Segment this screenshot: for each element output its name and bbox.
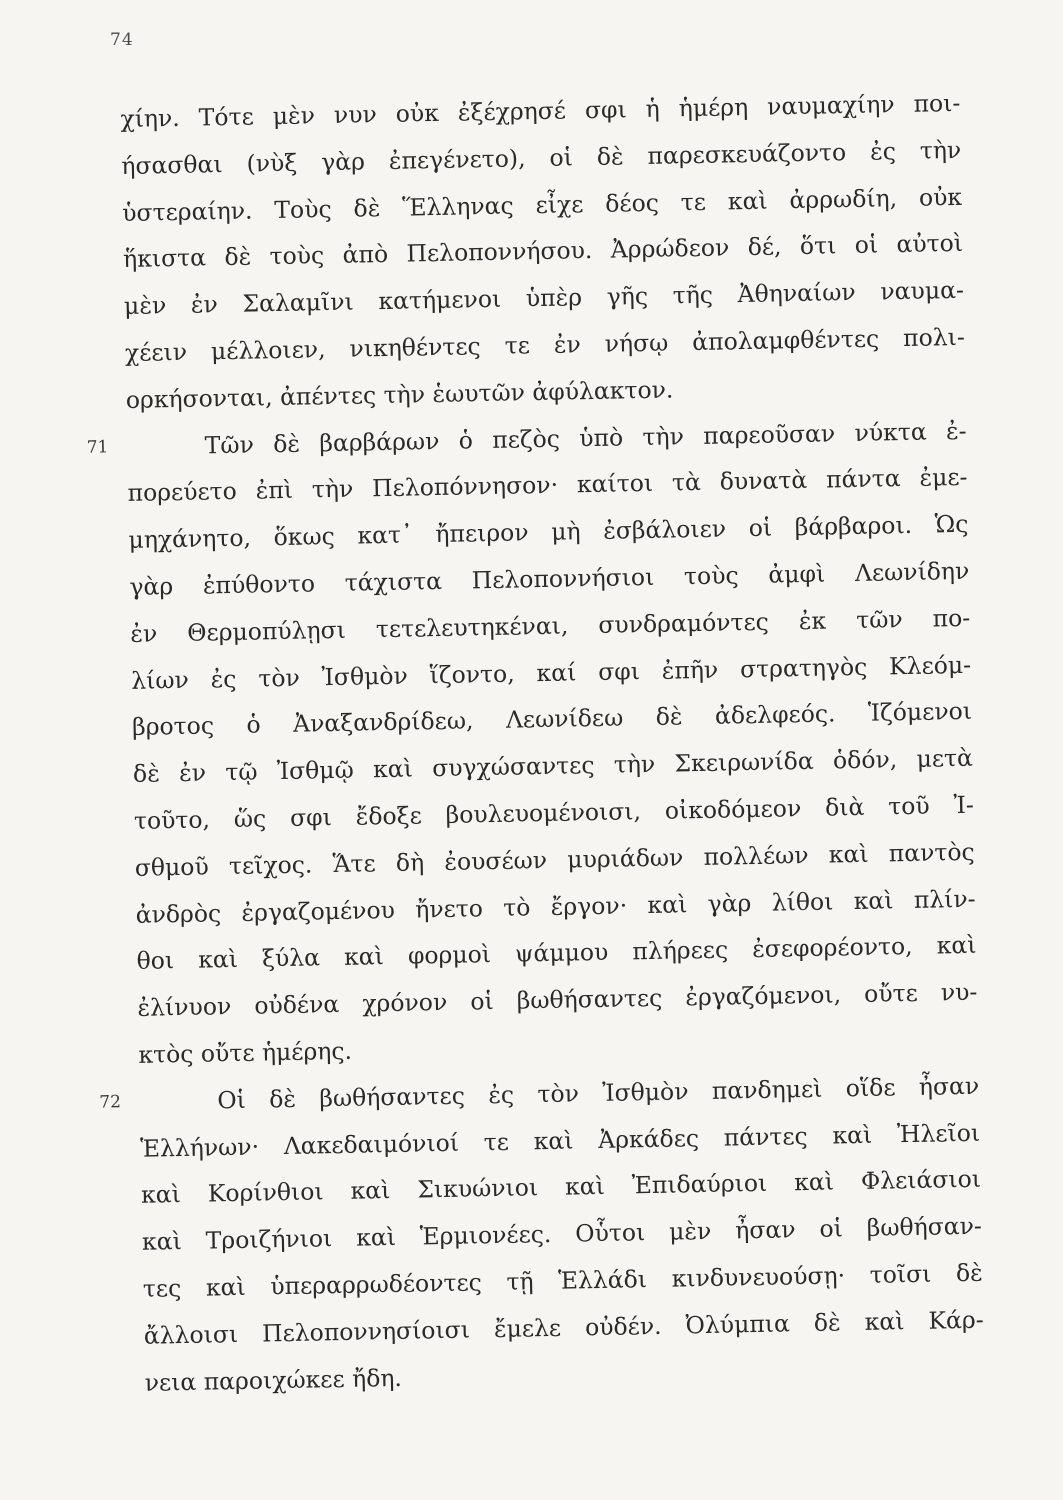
text-line: τες καὶ ὑπεραρρωδέοντες τῇ Ἑλλάδι κινδυνευούσῃ· τοῖσι δὲ [142,1258,984,1303]
text-line: ἥκιστα δὲ τοὺς ἀπὸ Πελοποννήσου. Ἀρρώδεον δέ, ὅτι οἱ αὐτοὶ [122,229,964,274]
section-number: 72 [99,1091,122,1113]
page-number: 74 [110,30,134,50]
text-line: καὶ Τροιζήνιοι καὶ Ἑρμιονέες. Οὗτοι μὲν ἦσαν οἱ βωθήσαν- [141,1211,983,1256]
text-line: λίων ἐς τὸν Ἰσθμὸν ἵζοντο, καί σφι ἐπῆν στρατηγὸς Κλεόμ- [130,650,972,695]
text-line: γὰρ ἐπύθοντο τάχιστα Πελοποννήσιοι τοὺς ἀμφὶ Λεωνίδην [129,556,970,601]
text-line: χέειν μέλλοιεν, νικηθέντες τε ἐν νήσῳ ἀπολαμφθέντες πολι- [124,322,966,367]
text-line: μὲν ἐν Σαλαμῖνι κατήμενοι ὑπὲρ γῆς τῆς Ἀθηναίων ναυμα- [123,276,965,321]
text-line: ἀνδρὸς ἐργαζομένου ἤνετο τὸ ἔργον· καὶ γὰρ λίθοι καὶ πλίν- [135,884,976,929]
text-line: βροτος ὁ Ἀναξανδρίδεω, Λεωνίδεω δὲ ἀδελφεός. Ἱζόμενοι [131,697,973,742]
text-line: κτὸς οὔτε ἡμέρης. [138,1036,353,1069]
text-line: ἄλλοισι Πελοποννησίοισι ἔμελε οὐδέν. Ὀλύμπια δὲ καὶ Κάρ- [143,1305,984,1350]
text-line: σθμοῦ τεῖχος. Ἅτε δὴ ἐουσέων μυριάδων πολλέων καὶ παντὸς [134,837,975,882]
body-text [86,80,985,1406]
text-line: ἐλίνυον οὐδένα χρόνον οἱ βωθήσαντες ἐργαζόμενοι, οὔτε νυ- [137,977,978,1022]
section-number: 71 [86,436,109,458]
text-line: Οἱ δὲ βωθήσαντες ἐς τὸν Ἰσθμὸν πανδημεὶ οἵδε ἦσαν [217,1071,980,1115]
text-line: Τῶν δὲ βαρβάρων ὁ πεζὸς ὑπὸ τὴν παρεοῦσαν νύκτα ἐ- [204,416,967,460]
text-line: πορεύετο ἐπὶ τὴν Πελοπόννησον· καίτοι τὰ δυνατὰ πάντα ἐμε- [127,463,968,508]
text-line: ὑστεραίην. Τοὺς δὲ Ἕλληνας εἶχε δέος τε καὶ ἀρρωδίη, οὐκ [121,182,963,227]
text-line: ήσασθαι (νὺξ γὰρ ἐπεγένετο), οἱ δὲ παρεσκευάζοντο ἐς τὴν [121,135,962,180]
text-line: μηχάνητο, ὅκως κατ᾽ ἤπειρον μὴ ἐσβάλοιεν οἱ βάρβαροι. Ὡς [128,509,969,555]
text-line: ἐν Θερμοπύλῃσι τετελευτηκέναι, συνδραμόντες ἐκ τῶν πο- [130,603,971,648]
text-line: θοι καὶ ξύλα καὶ φορμοὶ ψάμμου πλήρεες ἐσεφορέοντο, καὶ [136,931,977,976]
text-line: δὲ ἐν τῷ Ἰσθμῷ καὶ συγχώσαντες τὴν Σκειρωνίδα ὁδόν, μετὰ [132,743,974,789]
text-line: τοῦτο, ὥς σφι ἔδοξε βουλευομένοισι, οἰκοδόμεον διὰ τοῦ Ἰ- [133,790,975,835]
text-line: καὶ Κορίνθιοι καὶ Σικυώνιοι καὶ Ἐπιδαύριοι καὶ Φλειάσιοι [140,1165,982,1210]
text-line: ορκήσονται, ἀπέντες τὴν ἑωυτῶν ἀφύλακτον. [125,375,674,414]
text-line: χίην. Τότε μὲν νυν οὐκ ἐξέχρησέ σφι ἡ ἡμέρη ναυμαχίην ποι- [120,88,961,133]
text-line: νεια παροιχώκεε ἤδη. [144,1363,403,1397]
text-line: Ἑλλήνων· Λακεδαιμόνιοί τε καὶ Ἀρκάδες πάντες καὶ Ἠλεῖοι [139,1118,981,1163]
